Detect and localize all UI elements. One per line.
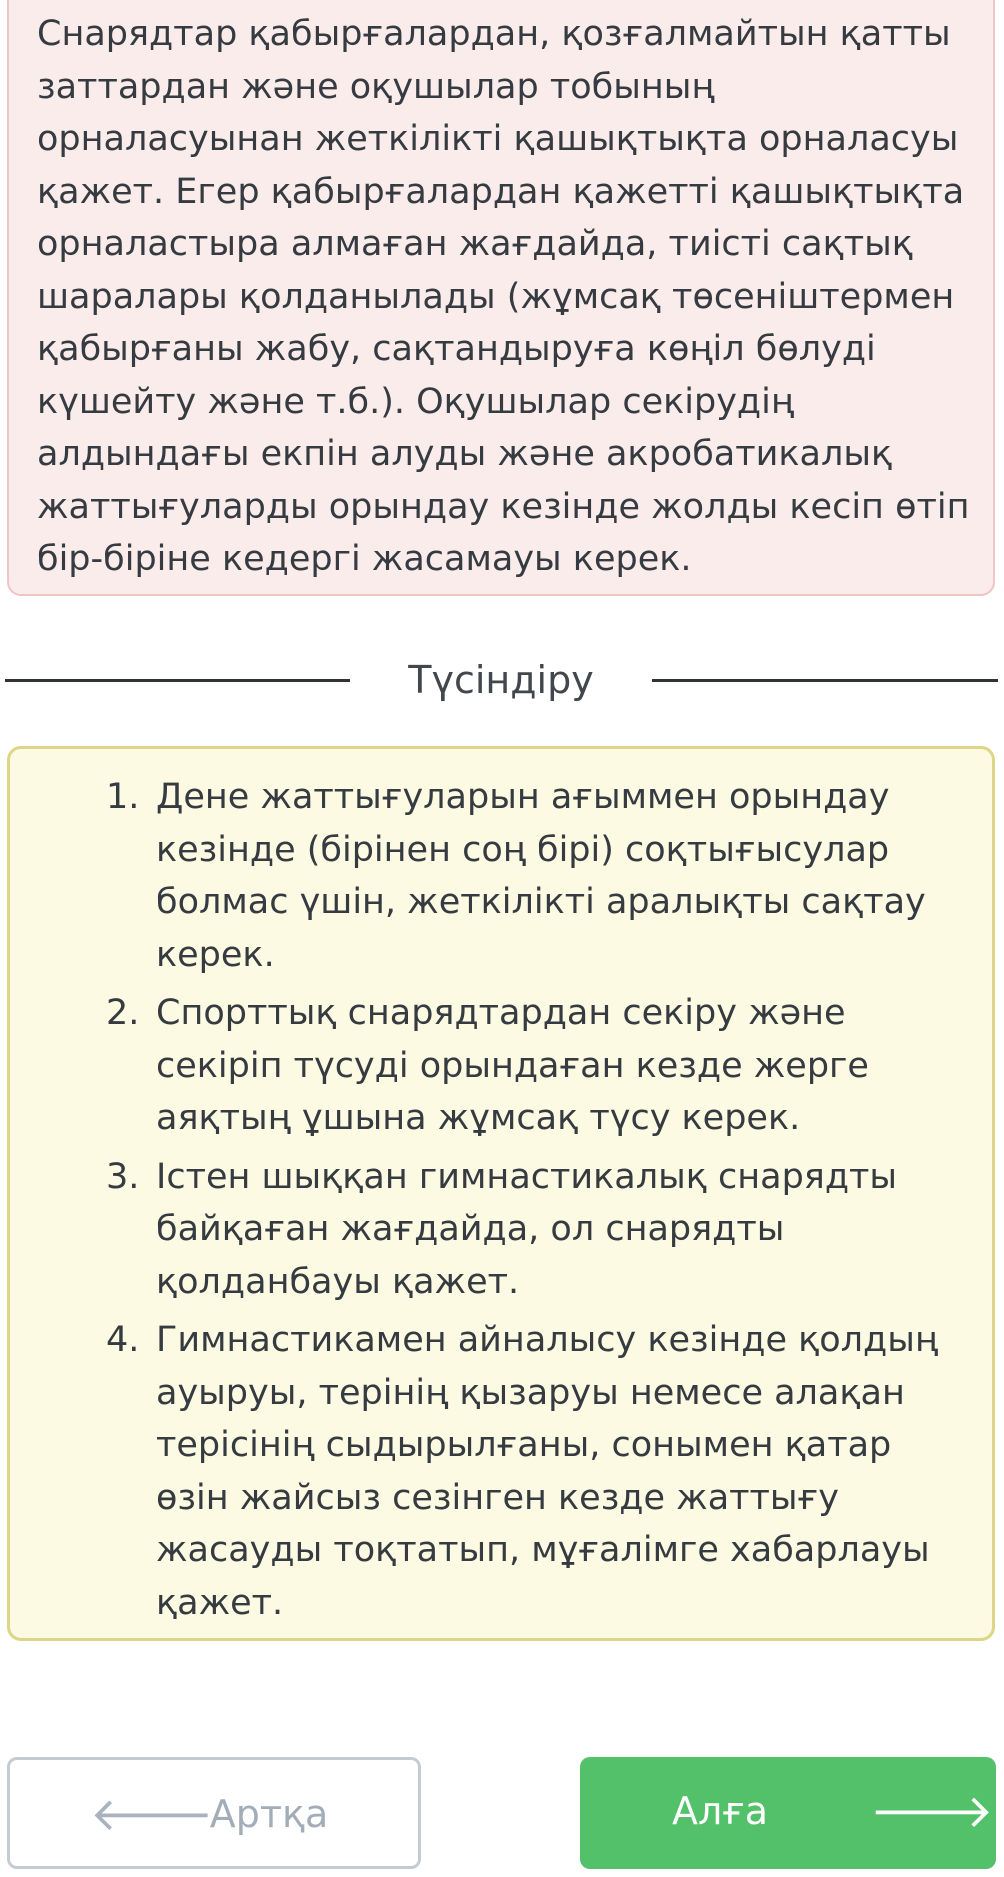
item-number: 4. bbox=[106, 1320, 140, 1360]
item-number: 2. bbox=[106, 993, 140, 1033]
answer-text: Снарядтар қабырғалардан, қозғалмайтын қатты заттардан және оқушылар тобының орналасуынан жеткілікті қашықтықта орналасуы қажет. Егер қабырғалардан қажетті қашықтықта орналастыра алмаған жағдайда, тиісті сақтық шаралары қолданылады (жұмсақ төсеніштермен қабырғаны жабу, сақтандыруға көңіл бөлуді күшейту және т.б.). Оқушылар секірудің алдындағы екпін алуды және акробатикалық жаттығуларды орындау кезінде жолды кесіп өтіп бір-біріне кедергі жасамауы керек. bbox=[37, 14, 970, 579]
item-text: Спорттық снарядтардан секіру және секіріп түсуді орындаған кезде жерге аяқтың ұшына жұмсақ түсу керек. bbox=[156, 993, 869, 1138]
next-button[interactable] bbox=[580, 1757, 996, 1869]
item-text: Істен шыққан гимнастикалық снарядты байқаған жағдайда, ол снарядты қолданбауы қажет. bbox=[156, 1156, 898, 1302]
explanation-item bbox=[10, 1151, 972, 1309]
arrow-left-icon: 🡐 bbox=[90, 1787, 214, 1841]
item-number: 3. bbox=[106, 1156, 140, 1197]
next-button-label: Алға bbox=[671, 1789, 768, 1833]
divider-line-right bbox=[652, 679, 998, 682]
item-text: Дене жаттығуларын ағыммен орындау кезінде (бірінен соң бірі) соқтығысулар болмас үшін, жеткілікті аралықты сақтау керек. bbox=[156, 777, 926, 975]
divider-line-left bbox=[5, 679, 350, 682]
explanation-item bbox=[10, 771, 972, 981]
explanation-heading: Түсіндіру bbox=[408, 658, 594, 702]
explanation-list bbox=[10, 749, 992, 1629]
explanation-divider bbox=[0, 640, 1004, 720]
item-text: Гимнастикамен айналысу кезінде қолдың ауыруы, терінің қызаруы немесе алақан терісінің сыдырылғаны, сонымен қатар өзін жайсыз сезінген кезде жаттығу жасауды тоқтатып, мұғалімге хабарлауы қажет. bbox=[156, 1320, 938, 1623]
explanation-card bbox=[7, 746, 995, 1641]
answer-card bbox=[7, 0, 995, 596]
item-number: 1. bbox=[106, 777, 140, 817]
explanation-item bbox=[10, 987, 972, 1145]
back-button-label: Артқа bbox=[209, 1792, 329, 1836]
back-button[interactable] bbox=[7, 1757, 421, 1869]
explanation-item bbox=[10, 1314, 972, 1629]
arrow-right-icon: 🡒 bbox=[870, 1784, 994, 1838]
